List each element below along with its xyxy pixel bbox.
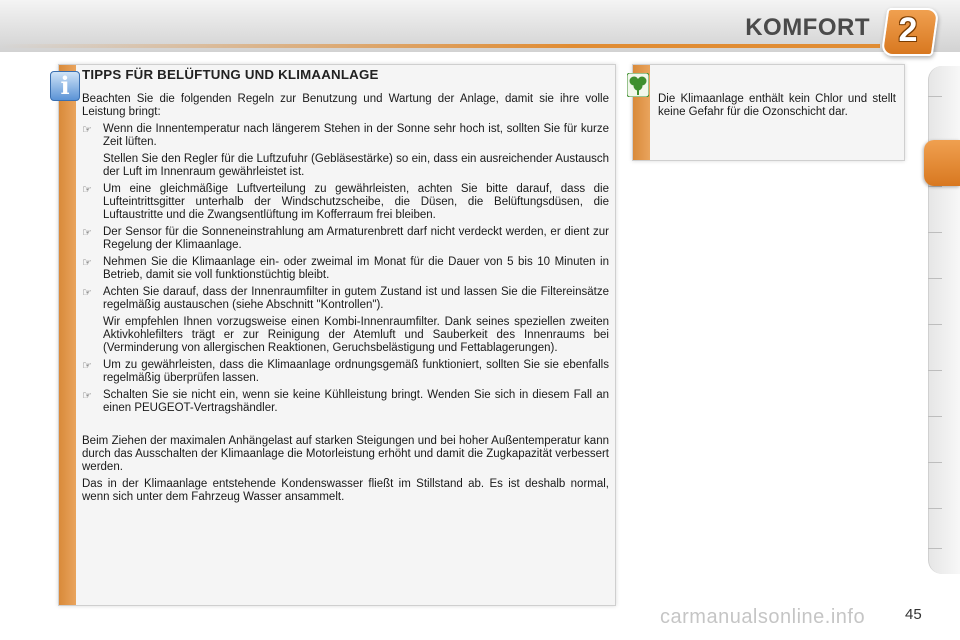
tip-item — [82, 389, 609, 415]
tip-text: Wenn die Innentemperatur nach längerem Stehen in der Sonne sehr hoch ist, sollten Sie für kurze Zeit lüften. — [103, 123, 609, 148]
panel-accent-strip — [59, 65, 76, 605]
tab-divider — [928, 370, 942, 371]
tip-item — [82, 256, 609, 282]
tip-item — [82, 226, 609, 252]
tip-text: Achten Sie darauf, dass der Innenraumfilter in gutem Zustand ist und lassen Sie die Filtereinsätze regelmäßig austauschen (siehe Abschnitt "Kontrollen"). — [103, 286, 609, 311]
pointing-hand-icon: ☞ — [82, 256, 92, 269]
tip-item — [82, 286, 609, 355]
tab-divider — [928, 508, 942, 509]
page-number: 45 — [905, 606, 922, 623]
tip-item — [82, 183, 609, 222]
tip-text: Um eine gleichmäßige Luftverteilung zu gewährleisten, achten Sie bitte darauf, dass die Lufteintrittsgitter unterhalb der Windschutzscheibe, die Düsen, die Belüftungsdüsen, die Luftaustritte und die Zwangsentlüftung im Kofferraum frei bleiben. — [103, 183, 609, 221]
tip-body — [103, 359, 609, 385]
tab-divider — [928, 232, 942, 233]
watermark: carmanualsonline.info — [660, 606, 866, 628]
info-content — [82, 68, 609, 508]
tip-text: Um zu gewährleisten, dass die Klimaanlage ordnungsgemäß funktioniert, sollten Sie sie ebenfalls regelmäßig überprüfen lassen. — [103, 359, 609, 384]
tip-body — [103, 389, 609, 415]
tip-item — [82, 123, 609, 179]
tip-item — [82, 359, 609, 385]
tip-text: Wir empfehlen Ihnen vorzugsweise einen Kombi-Innenraumfilter. Dank seines speziellen zweiten Aktivkohlefilters trägt er zur Reinigung der Atemluft und Sauberkeit des Innenraums bei (Verminderung von allergischen Reaktionen, Geruchsbelästigung und Fettablagerungen). — [103, 316, 609, 354]
tip-body — [103, 123, 609, 179]
tip-text: Der Sensor für die Sonneneinstrahlung am Armaturenbrett darf nicht verdeckt werden, er dient zur Regelung der Klimaanlage. — [103, 226, 609, 251]
tip-text: Stellen Sie den Regler für die Luftzufuhr (Gebläsestärke) so ein, dass ein ausreichender Austausch der Luft im Innenraum gewährleistet ist. — [103, 153, 609, 178]
tab-divider — [928, 416, 942, 417]
tip-body — [103, 183, 609, 222]
active-chapter-tab[interactable] — [924, 140, 960, 186]
tip-text: Schalten Sie sie nicht ein, wenn sie keine Kühlleistung bringt. Wenden Sie sich in diesem Fall an einen PEUGEOT-Vertragshändler. — [103, 389, 609, 414]
pointing-hand-icon: ☞ — [82, 183, 92, 196]
outro-text-2: Das in der Klimaanlage entstehende Kondenswasser fließt im Stillstand ab. Es ist deshalb normal, wenn sich unter dem Fahrzeug Wasser ansammelt. — [82, 478, 609, 503]
tip-body — [103, 286, 609, 355]
tips-list — [82, 123, 609, 415]
tip-body — [103, 256, 609, 282]
chapter-title: KOMFORT — [745, 14, 870, 41]
pointing-hand-icon: ☞ — [82, 389, 92, 402]
tab-divider — [928, 548, 942, 549]
tab-divider — [928, 186, 942, 187]
outro-text-1: Beim Ziehen der maximalen Anhängelast auf starken Steigungen und bei hoher Außentemperatur kann durch das Ausschalten der Klimaanlage die Motorleistung erhöht und damit die Zugkapazität verbessert werden. — [82, 435, 609, 473]
tab-divider — [928, 96, 942, 97]
pointing-hand-icon: ☞ — [82, 359, 92, 372]
pointing-hand-icon: ☞ — [82, 123, 92, 136]
header-accent-line — [0, 44, 880, 48]
pointing-hand-icon: ☞ — [82, 286, 92, 299]
info-icon: i — [50, 71, 80, 101]
tab-divider — [928, 462, 942, 463]
chapter-number: 2 — [898, 11, 918, 49]
spacer — [82, 419, 609, 435]
section-title: TIPPS FÜR BELÜFTUNG UND KLIMAANLAGE — [82, 67, 379, 82]
leaf-eco-icon — [627, 73, 649, 97]
intro-text: Beachten Sie die folgenden Regeln zur Benutzung und Wartung der Anlage, damit sie ihre volle Leistung bringt: — [82, 93, 609, 118]
tip-body — [103, 226, 609, 252]
tip-text: Nehmen Sie die Klimaanlage ein- oder zweimal im Monat für die Dauer von 5 bis 10 Minuten in Betrieb, damit sie voll funktionstüchtig bleibt. — [103, 256, 609, 281]
tab-divider — [928, 324, 942, 325]
tab-divider — [928, 278, 942, 279]
pointing-hand-icon: ☞ — [82, 226, 92, 239]
eco-note: Die Klimaanlage enthält kein Chlor und stellt keine Gefahr für die Ozonschicht dar. — [658, 93, 896, 118]
